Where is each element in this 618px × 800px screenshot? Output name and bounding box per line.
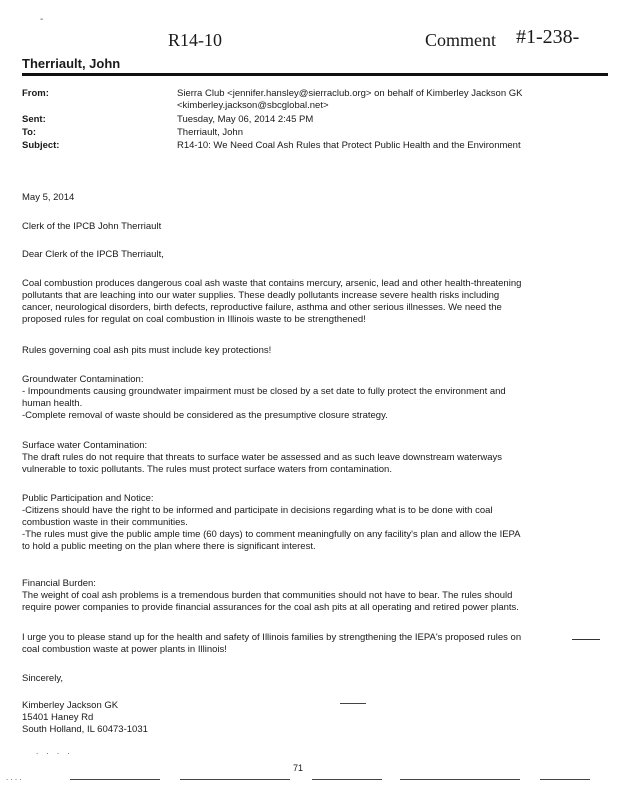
letter-date: May 5, 2014: [22, 192, 75, 203]
footer-rule: [180, 779, 290, 780]
section-line: The draft rules do not require that threats to surface water be assessed and as such leave downstream waterways: [22, 452, 503, 463]
public-participation-section: [22, 493, 582, 553]
surface-water-section: [22, 440, 582, 476]
docket-number: R14-10: [168, 30, 222, 50]
intro-line: pollutants that are leaching into our water supplies. These deadly pollutants increase severe health risks including: [22, 290, 500, 301]
section-line: require power companies to provide financial assurances for the coal ash pits at all operating and retired power plants.: [22, 602, 519, 613]
closing: Sincerely,: [22, 673, 64, 684]
underline-mark: [572, 639, 600, 640]
section-line: to hold a public meeting on the plan where there is significant interest.: [22, 541, 316, 552]
comment-label: Comment: [425, 30, 496, 50]
footer-rule: [312, 779, 382, 780]
signature-address: 15401 Haney Rd: [22, 712, 94, 723]
section-line: -The rules must give the public ample time (60 days) to comment meaningfully on any facility's plan and allow the IEPA: [22, 529, 521, 540]
intro-line: cancer, neurological disorders, birth defects, reproductive failure, asthma and other serious illnesses. We need the: [22, 302, 502, 313]
page-number: 71: [293, 763, 304, 773]
subject-label: Subject:: [22, 140, 60, 151]
to-label: To:: [22, 127, 37, 138]
intro-line: Coal combustion produces dangerous coal ash waste that contains mercury, arsenic, lead and other health-threatening: [22, 278, 522, 289]
subject-value: R14-10: We Need Coal Ash Rules that Protect Public Health and the Environment: [177, 140, 521, 151]
scan-marks: . . . .: [6, 773, 22, 782]
signature-block: [22, 700, 582, 736]
section-heading: Surface water Contamination:: [22, 440, 148, 451]
section-line: -Complete removal of waste should be considered as the presumptive closure strategy.: [22, 410, 388, 421]
financial-burden-section: [22, 578, 582, 614]
section-line: -Citizens should have the right to be informed and participate in decisions regarding what is to be done with coal: [22, 505, 493, 516]
intro-paragraph: [22, 278, 582, 326]
signature-name: Kimberley Jackson GK: [22, 700, 119, 711]
footer-rule: [400, 779, 520, 780]
rules-intro: Rules governing coal ash pits must include key protections!: [22, 345, 272, 356]
section-line: - Impoundments causing groundwater impairment must be closed by a set date to fully protect the environment and: [22, 386, 506, 397]
scan-dots: . . . .: [36, 747, 73, 756]
sent-label: Sent:: [22, 114, 46, 125]
section-line: The weight of coal ash problems is a tremendous burden that communities should not have to bear. The rules should: [22, 590, 513, 601]
section-heading: Financial Burden:: [22, 578, 96, 589]
signature-address: South Holland, IL 60473-1031: [22, 724, 148, 735]
section-line: combustion waste in their communities.: [22, 517, 188, 528]
section-line: vulnerable to toxic pollutants. The rules must protect surface waters from contamination.: [22, 464, 392, 475]
letter-salutation: Dear Clerk of the IPCB Therriault,: [22, 249, 164, 260]
groundwater-section: [22, 374, 582, 422]
to-value: Therriault, John: [177, 127, 244, 138]
urge-paragraph: [22, 632, 582, 656]
sent-value: Tuesday, May 06, 2014 2:45 PM: [177, 114, 314, 125]
comment-number: #1-238-: [516, 26, 580, 48]
intro-line: proposed rules for regulat on coal combustion in Illinois waste to be strengthened!: [22, 314, 366, 325]
section-heading: Groundwater Contamination:: [22, 374, 144, 385]
from-label: From:: [22, 88, 49, 99]
letter-addressee: Clerk of the IPCB John Therriault: [22, 221, 162, 232]
from-value-email: <kimberley.jackson@sbcglobal.net>: [177, 100, 329, 111]
recipient-name: Therriault, John: [22, 56, 121, 71]
header-rule: [22, 73, 608, 76]
footer-rule: [540, 779, 590, 780]
urge-line: coal combustion waste at power plants in Illinois!: [22, 644, 227, 655]
section-line: human health.: [22, 398, 83, 409]
footer-rule: [70, 779, 160, 780]
scan-mark: -: [40, 14, 44, 25]
urge-line: I urge you to please stand up for the health and safety of Illinois families by strengthening the IEPA's proposed rules on: [22, 632, 522, 643]
section-heading: Public Participation and Notice:: [22, 493, 154, 504]
from-value: Sierra Club <jennifer.hansley@sierraclub.org> on behalf of Kimberley Jackson GK: [177, 88, 523, 99]
